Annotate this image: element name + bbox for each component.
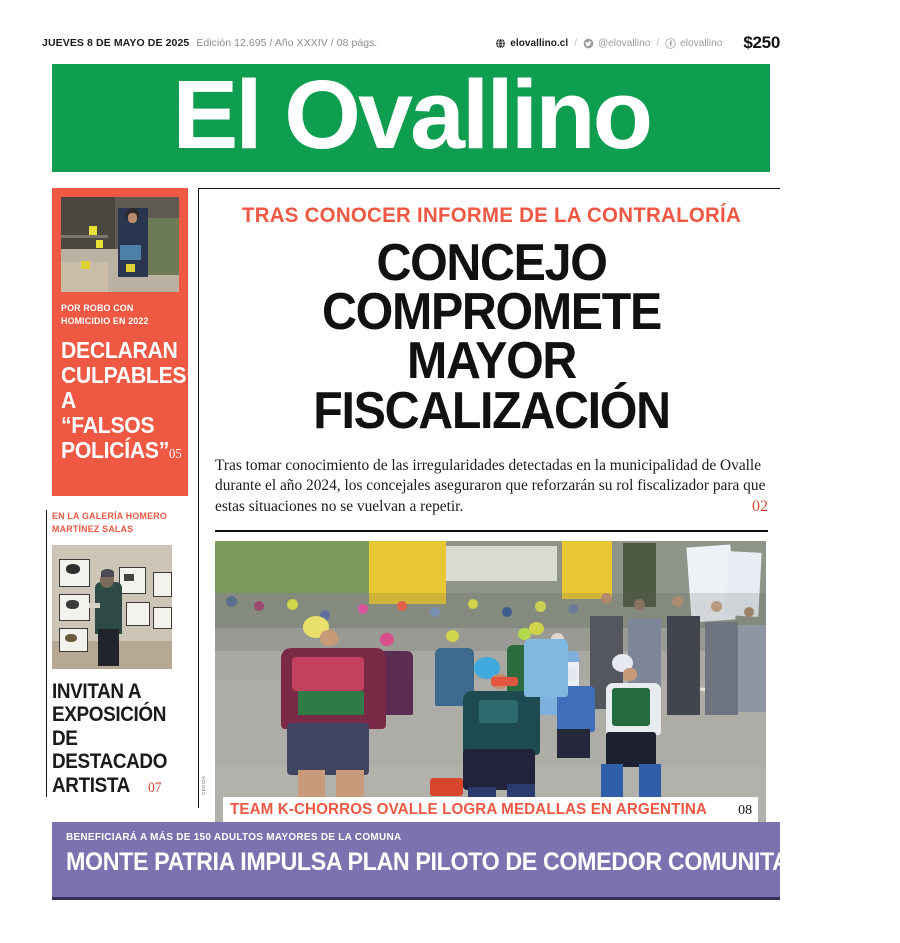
price-label: $250 <box>743 33 780 52</box>
sidebar-headline-falsos-policias <box>61 336 187 464</box>
main-photo-skating-race <box>201 541 766 831</box>
twitter-bird-icon <box>583 38 594 49</box>
main-headline <box>231 233 753 440</box>
issue-meta: Edición 12.695 / Año XXXIV / 08 págs. <box>196 37 378 49</box>
issue-info <box>42 37 377 49</box>
website-label: elovallino.cl <box>510 37 569 49</box>
sidebar-story-falsos-policias[interactable] <box>52 188 188 496</box>
main-lead-paragraph <box>215 456 768 517</box>
main-photo-caption-page: 08 <box>738 802 753 818</box>
top-info-bar <box>42 32 780 54</box>
banner-text-block <box>52 822 900 897</box>
masthead-banner <box>52 60 770 172</box>
social-separator-2: / <box>656 37 660 49</box>
social-separator-1: / <box>574 37 577 49</box>
main-photo-caption: TEAM K-CHORROS OVALLE LOGRA MEDALLAS EN ARGENTINA <box>230 800 707 818</box>
newspaper-title: El Ovallino <box>172 60 650 170</box>
main-photo-caption-bar <box>223 797 758 823</box>
facebook-handle: elovallino <box>680 37 723 49</box>
sidebar-column <box>52 188 188 808</box>
main-lead-text: Tras tomar conocimiento de las irregularidades detectadas en la municipalidad de Ovalle durante el año 2024, los concejales aseguraron que reforzarán su rol fiscalizador para que estas situaciones no se vuelvan a repetir. <box>215 457 766 515</box>
main-story-block[interactable] <box>198 188 780 818</box>
facebook-icon <box>665 38 676 49</box>
sidebar-page-exposicion: 07 <box>147 779 162 796</box>
main-lead-page: 02 <box>752 497 768 515</box>
main-kicker: TRAS CONOCER INFORME DE LA CONTRALORÍA <box>241 203 742 227</box>
globe-icon <box>495 38 506 49</box>
main-headline-line-1: CONCEJO COMPROMETE <box>322 233 661 341</box>
main-horizontal-rule <box>215 530 768 532</box>
website-link[interactable] <box>495 38 568 49</box>
sidebar-photo-crime-scene <box>61 197 179 292</box>
sidebar-headline-text: DECLARAN CULPABLES A “FALSOS POLICÍAS” <box>61 336 187 464</box>
sidebar-kicker-exposicion: EN LA GALERÍA HOMERO MARTÍNEZ SALAS <box>52 511 167 536</box>
twitter-handle: @elovallino <box>597 37 651 49</box>
sidebar-story-exposicion[interactable] <box>52 510 188 797</box>
main-headline-line-2: MAYOR FISCALIZACIÓN <box>313 332 670 440</box>
social-and-price <box>495 33 780 53</box>
bottom-banner-monte-patria[interactable] <box>52 822 883 900</box>
sidebar-headline-exposicion-text: INVITAN A EXPOSICIÓN DE DESTACADO ARTISTA <box>52 679 168 797</box>
sidebar-page-falsos-policias: 05 <box>169 447 182 463</box>
main-photo-credit: CEDIDA <box>201 775 206 795</box>
banner-kicker: BENEFICIARÁ A MÁS DE 150 ADULTOS MAYORES DE LA COMUNA <box>66 831 402 843</box>
issue-date: JUEVES 8 DE MAYO DE 2025 <box>42 37 190 49</box>
banner-headline: MONTE PATRIA IMPULSA PLAN PILOTO DE COMEDOR COMUNITARIO <box>66 848 829 876</box>
twitter-link[interactable] <box>583 38 650 49</box>
facebook-link[interactable] <box>665 38 722 49</box>
sidebar-vertical-rule <box>46 510 47 797</box>
sidebar-photo-gallery <box>52 545 172 669</box>
sidebar-kicker-falsos-policias: POR ROBO CON HOMICIDIO EN 2022 <box>61 303 149 327</box>
sidebar-headline-exposicion <box>52 680 174 798</box>
banner-page: 03 <box>866 873 883 890</box>
